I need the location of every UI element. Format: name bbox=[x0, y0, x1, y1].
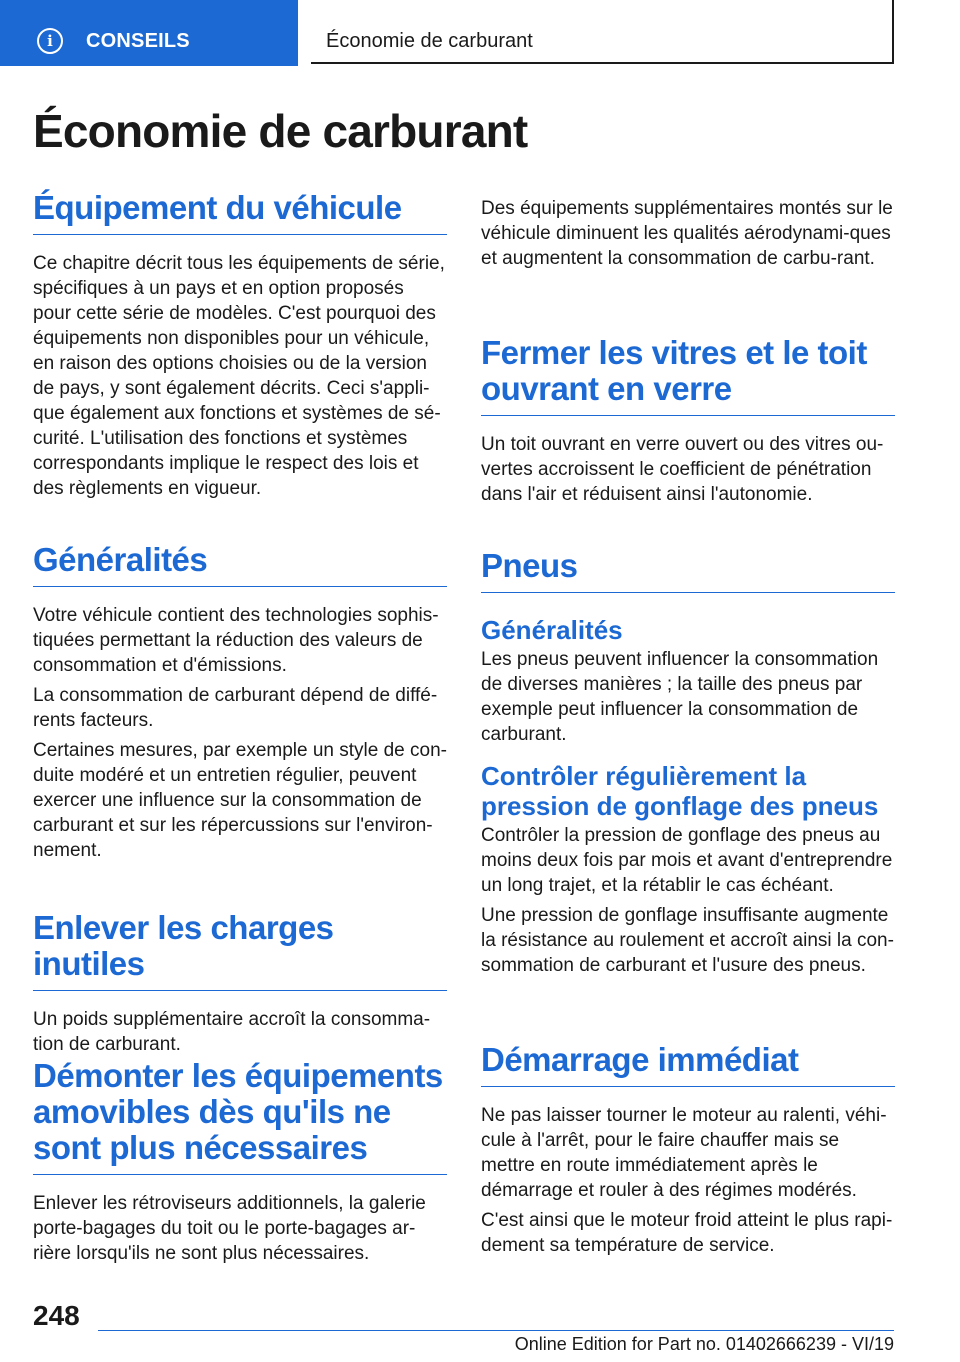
page-title: Économie de carburant bbox=[33, 105, 528, 157]
section-pneus bbox=[481, 548, 895, 978]
section-demarrage bbox=[481, 1042, 895, 1258]
section-heading: Équipement du véhicule bbox=[33, 190, 447, 235]
edition-footer: Online Edition for Part no. 01402666239 - VI/19 bbox=[514, 1334, 894, 1354]
section-heading: Généralités bbox=[33, 542, 447, 587]
paragraph: Une pression de gonflage insuffisante augmente la résistance au roulement et accroît ainsi la con‐sommation de carburant et l'usure des pneus. bbox=[481, 905, 894, 976]
subsection-heading: Contrôler régulièrement la pression de gonflage des pneus bbox=[481, 761, 879, 821]
section-tab-label: CONSEILS bbox=[86, 30, 190, 52]
info-icon: i bbox=[37, 28, 63, 54]
paragraph: C'est ainsi que le moteur froid atteint le plus rapi‐dement sa température de service. bbox=[481, 1210, 893, 1256]
section-heading: Fermer les vitres et le toit ouvrant en verre bbox=[481, 335, 895, 416]
paragraph: La consommation de carburant dépend de diffé‐rents facteurs. bbox=[33, 685, 438, 731]
section-vitres bbox=[481, 335, 895, 507]
paragraph: Certaines mesures, par exemple un style de con‐duite modéré et un entretien régulier, peuvent exercer une influence sur la consommation de carburant et sur les répercussions sur l'environ‐nement. bbox=[33, 740, 447, 861]
section-heading: Démarrage immédiat bbox=[481, 1042, 895, 1087]
paragraph: Contrôler la pression de gonflage des pneus au moins deux fois par mois et avant d'entreprendre un long trajet, et la rétablir le cas échéant. bbox=[481, 825, 893, 896]
section-equipement bbox=[33, 190, 447, 501]
breadcrumb bbox=[311, 0, 894, 64]
paragraph: Un toit ouvrant en verre ouvert ou des vitres ou‐vertes accroissent le coefficient de pénétration dans l'air et réduisent ainsi l'autonomie. bbox=[481, 434, 884, 505]
section-charges bbox=[33, 910, 447, 1057]
paragraph: Votre véhicule contient des technologies sophis‐tiquées permettant la réduction des valeurs de consommation et d'émissions. bbox=[33, 605, 439, 676]
section-tab-conseils[interactable] bbox=[0, 0, 298, 66]
section-heading: Démonter les équipements amovibles dès qu'ils ne sont plus nécessaires bbox=[33, 1058, 447, 1175]
paragraph: Enlever les rétroviseurs additionnels, la galerie porte-bagages du toit ou le porte-bagages ar‐rière lorsqu'ils ne sont plus nécessaires. bbox=[33, 1193, 426, 1264]
paragraph: Ce chapitre décrit tous les équipements de série, spécifiques à un pays et en option proposés pour cette série de modèles. C'est pourquoi des équipements non disponibles pour un véhicule, en raison des options choisies ou de la version de pays, y sont également décrits. Ceci s'appli‐que également aux fonctions et systèmes de sé‐curité. L'utilisation des fonctions et systèmes correspondants implique le respect des lois et des règlements en vigueur. bbox=[33, 253, 445, 499]
top-header bbox=[0, 0, 960, 68]
section-generalites bbox=[33, 542, 447, 863]
section-heading: Enlever les charges inutiles bbox=[33, 910, 447, 991]
paragraph: Un poids supplémentaire accroît la consomma‐tion de carburant. bbox=[33, 1009, 431, 1055]
paragraph: Des équipements supplémentaires montés sur le véhicule diminuent les qualités aérodynami‐ques et augmentent la consommation de carbu‐rant. bbox=[481, 198, 893, 269]
section-demonter bbox=[33, 1058, 447, 1266]
section-heading: Pneus bbox=[481, 548, 895, 593]
footer-divider bbox=[98, 1330, 894, 1331]
breadcrumb-label: Économie de carburant bbox=[326, 30, 533, 52]
intro-block bbox=[481, 196, 895, 271]
paragraph: Ne pas laisser tourner le moteur au ralenti, véhi‐cule à l'arrêt, pour le faire chauffer mais se mettre en route immédiatement après le démarrage et rouler à des régimes modérés. bbox=[481, 1105, 887, 1201]
page-number: 248 bbox=[33, 1300, 80, 1331]
paragraph: Les pneus peuvent influencer la consommation de diverses manières ; la taille des pneus par exemple peut influencer la consommation de carburant. bbox=[481, 649, 879, 745]
subsection-heading: Généralités bbox=[481, 615, 623, 645]
